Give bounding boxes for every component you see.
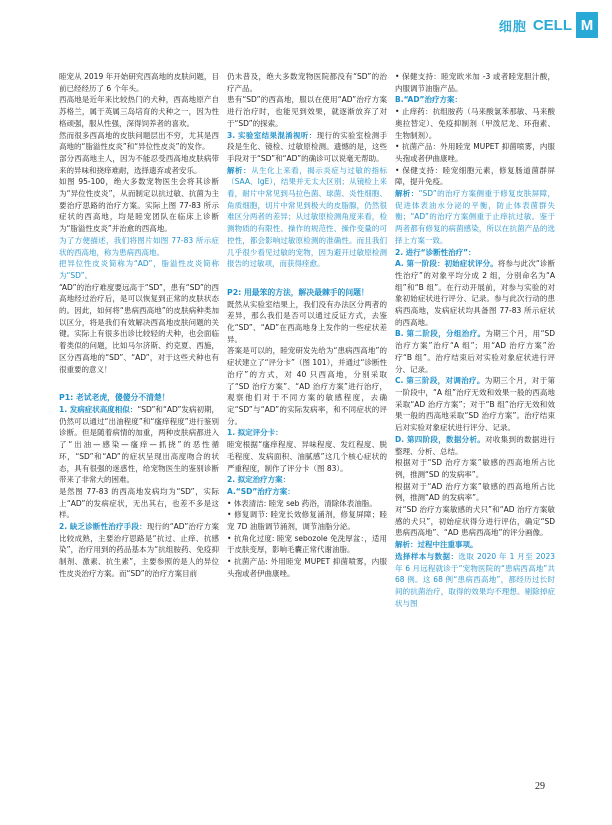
subheading: C. 第三阶段，对调治疗。 — [395, 376, 485, 386]
label: 选择样本与数据： — [395, 551, 459, 561]
paragraph: 为期三个月，对于第一阶段中，“A 组”治疗无效和效果一般的西高地采取“AD 治疗方案”；对于“B 组”治疗无效和效果一般的西高地采取“SD 治疗方案”。治疗结束后对实验对象症状进行评分、记录。 — [395, 376, 555, 433]
page-number: 29 — [535, 781, 545, 792]
bullet-item: • 修复调节: 睦宠长效修复涌剂，修复屏障；睦宠 7D 油脂调节涌剂，调节油脂分泌。 — [227, 510, 387, 532]
subheading: A.“SD”治疗方案： — [227, 486, 295, 496]
subheading: 2. 进行“诊断性治疗”： — [395, 247, 476, 257]
paragraph: 答案是可以的，睦宠研发先给为“患病西高地”的症状建立了“评分卡”（图 101），并通过“诊断性治疗”的方式，对 40 只西高地，分别采取了“SD 治疗方案”、“AD 治疗方案”进行治疗，观察他们对于不同方案的敏感程度，去确定“SD”与“AD”的实际发病率，和不同症状的评分。 — [227, 346, 387, 426]
subheading: 3. 实验室结果混淆视听： — [227, 130, 317, 140]
paragraph: 既然从实验室结果上，我们没有办法区分两者的差异，那么我们是否可以通过反证方式，去鉴化“SD”、“AD”在西高地身上发作的一些症状差异。 — [227, 299, 387, 344]
label: 解析： — [395, 189, 419, 199]
bullet-item: • 止痒药：抗组胺药（马来酸氯苯那敏、马来酸奥拉替定）、免疫抑制剂（甲泼尼龙、环孢素、生物制剂）。 — [395, 107, 555, 140]
subheading: 1. 发病症状高度相似： — [59, 404, 138, 414]
section-title-cn: 细胞 — [498, 19, 527, 35]
paragraph-highlight: “SD”的治疗方案侧重于修复皮肤屏障，促进体表油水分泌的平衡，防止体表菌群失衡；“AD”的治疗方案侧重于止痒抗过敏。鉴于两者都有修复的病菌感染，所以在抗菌产品的选择上方案一致。 — [395, 189, 556, 245]
section-heading: P2: 用最笨的方法，解决最棘手的问题！ — [227, 287, 369, 297]
paragraph-highlight: 从生化上来看，揭示炎症与过敏的指标（SAA、IgE），结果并无太大区别；从镜检上来看，耐片中常见到马拉色菌、球菌、炎性细胞、角质细胞，切片中常见到极大的皮脂腺，仍然很难区分两者的差异；从过敏原检测角度来看，检测物质的有限性、操作的规范性、操作变量的可控性，都会影响过敏原检测的准确性。而且我们几乎很少看见过敏的宠物，因为避开过敏原检测报告的过敏项，而获得痊愈。 — [227, 165, 388, 269]
paragraph-highlight: 为了方便描述，我们将图片如图 77-83 所示症状的西高地，称为患病西高地。 — [59, 235, 219, 257]
bullet-item: • 抗菌产品：外用睦宠 MUPET 抑菌喷雾，内服头孢或者伊曲康唑。 — [395, 142, 555, 163]
paragraph: 睦宠根据“瘙痒程度、异味程度、发红程度、脱毛程度、发病面积、油腻感”这几个核心症状的严重程度，制作了评分卡（图 83）。 — [227, 440, 387, 473]
paragraph: 是然图 77-83 的西高地发病均为“SD”，实际上“AD”的发病症状，无出其右，也差不多是这样。 — [59, 486, 219, 520]
subheading: 2. 拟定治疗方案： — [227, 475, 291, 485]
paragraph: 将参与此次“诊断性治疗”的对象平均分成 2 组，分别命名为“A 组”和“B 组”。在行动开展前，对参与实验的对象初始症状进行评分、记录。参与此次行动的患病西高地，发病症状均具备图 77-83 所示症状的西高地。 — [395, 259, 555, 327]
paragraph: 根据对于“SD 治疗方案”敏感的西高地所占比例，推测“SD 的发病率”。 — [395, 458, 555, 479]
paragraph: 部分西高地主人，因为不能忍受西高地皮肤病带来的异味和挠痒难耐，选择遗弃或者安乐。 — [59, 153, 219, 175]
column-3 — [395, 71, 555, 609]
paragraph-highlight: 把异位性皮炎简称为“AD”，脂溢性皮炎简称为“SD”。 — [59, 259, 219, 280]
subheading: 解析：过程中注重事项。 — [395, 540, 478, 550]
subheading: D. 第四阶段，数据分析。 — [395, 434, 486, 444]
paragraph: 仍未普及，绝大多数宠物医院都没有“SD”的治疗产品。 — [227, 72, 387, 93]
paragraph: 如图 95-100，绝大多数宠物医生会将其诊断为“异位性皮炎”，从而制定以抗过敏、抗菌为主要治疗思路的治疗方案。实际上图 77-83 所示症状的西高地，均是睦宠团队在临床上诊断为“脂溢性皮炎”并治愈的西高地。 — [59, 177, 219, 234]
paragraph: “SD”和“AD”发病初期，仍然可以通过“出油程度”和“瘙痒程度”进行鉴别诊断。但是随着病情的加重，两种皮肤病都进入了“出油—感染—瘙痒—抓挠”的恶性循环，“SD”和“AD”的症状呈现出高度吻合的状态，具有很强的迷惑性，给宠物医生的鉴别诊断带来了非常大的困难。 — [59, 404, 219, 485]
subheading: 2. 缺乏诊断性治疗手段： — [59, 522, 147, 532]
bullet-item: • 保健支持：睦宠细胞元素，修复肠道菌群屏障，提升免疫。 — [395, 165, 555, 187]
paragraph: 为期三个月，用“SD 治疗方案”治疗“A 组”；用“AD 治疗方案”治疗“B 组”。治疗结束后对实验对象症状进行评分、记录。 — [395, 329, 555, 374]
paragraph: 现行的实验室检测手段是生化、镜检、过敏原检测。遗憾的是，这些手段对于“SD”和“AD”的确诊可以说毫无帮助。 — [227, 130, 387, 163]
subheading: B. 第二阶段，分组治疗。 — [395, 329, 486, 339]
bullet-item: • 保健支持：睦宠欧米加 -3 或者睦宠胆汁酸，内服调节油脂产品。 — [395, 72, 555, 93]
paragraph: 对收集到的数据进行整理、分析、总结。 — [395, 434, 556, 456]
paragraph: 患有“SD”的西高地，服以在使用“AD”治疗方案进行治疗时，也能见到效果，就逐渐放弃了对于“SD”的探索。 — [227, 95, 387, 128]
paragraph: 然而很多西高地的皮肤问题层出不穷，尤其是西高地的“脂溢性皮炎”和“异位性皮炎”的发作。 — [59, 130, 219, 152]
column-2 — [227, 71, 387, 580]
subheading: B.“AD”治疗方案： — [395, 95, 462, 105]
paragraph: 睦宠从 2019 年开始研究西高地的皮肤问题，目前已经经历了 6 个年头。 — [59, 72, 219, 93]
paragraph: 对“SD 治疗方案敏感的犬只”和“AD 治疗方案敏感的犬只”，初始症状得分进行评估，确定“SD 患病西高地”、“AD 患病西高地”的评分画像。 — [395, 505, 555, 538]
label: 解析： — [227, 165, 252, 175]
bullet-item: • 体表清洁: 睦宠 seb 药浴，清除体表油脂。 — [227, 498, 377, 508]
subheading: A. 第一阶段：初始症状评分。 — [395, 259, 498, 269]
bullet-item: • 抗菌产品: 外用睦宠 MUPET 抑菌喷雾，内服头孢或者伊曲康唑。 — [227, 557, 387, 578]
paragraph-highlight: 选取 2020 年 1 月至 2023 年 6 月远程就诊于“宠物医院的“患病西高地”共 68 例。这 68 例“患病西高地”，都经历过长时间的抗菌治疗，取得的效果均不理想。剔除掉症状与图 — [395, 551, 555, 608]
paragraph: “AD”的治疗难度要远高于“SD”，患有“SD”的西高地经过治疗后，是可以恢复到正常的皮肤状态的。因此，如何将“患病西高地”的皮肤病种类加以区分，将是我们有效解决西高地皮肤问题的关键。实际上有很多出诊比较轻的犬种，也会面临着类似的问题，比如马尔济斯、约克夏、西施，区分西高地的“SD”、“AD”，对于这些犬种也有很重要的意义！ — [59, 282, 219, 374]
column-1 — [59, 71, 219, 580]
paragraph: 西高地是近年来比较热门的犬种，西高地原产自苏格兰，属于英属三岛培育的犬种之一，因为性格顽强，服从性强，深得饲养者的喜欢。 — [59, 95, 219, 128]
section-badge: M — [576, 12, 598, 38]
paragraph: 根据对于“AD 治疗方案”敏感的西高地所占比例，推测“AD 的发病率”。 — [395, 481, 555, 503]
bullet-item: • 抗角化过度: 睦宠 sebozole 免洗厚盆：，适用于皮肤变厚，影响毛囊正常代谢油脂。 — [227, 533, 387, 555]
page-header — [499, 10, 598, 40]
paragraph: 现行的“AD”治疗方案比较成熟，主要治疗思路是“抗过、止痒、抗感染”，治疗用到的药品基本为“抗组胺药、免疫抑制剂、激素、抗生素”，主要参照的是人的异位性皮炎治疗方案。而“SD”的治疗方案目前 — [59, 522, 219, 578]
section-title-en: CELL — [532, 16, 572, 34]
section-heading: P1: 老试老虎，傻傻分不清楚！ — [59, 393, 170, 403]
subheading: 1. 拟定评分卡： — [227, 428, 283, 438]
